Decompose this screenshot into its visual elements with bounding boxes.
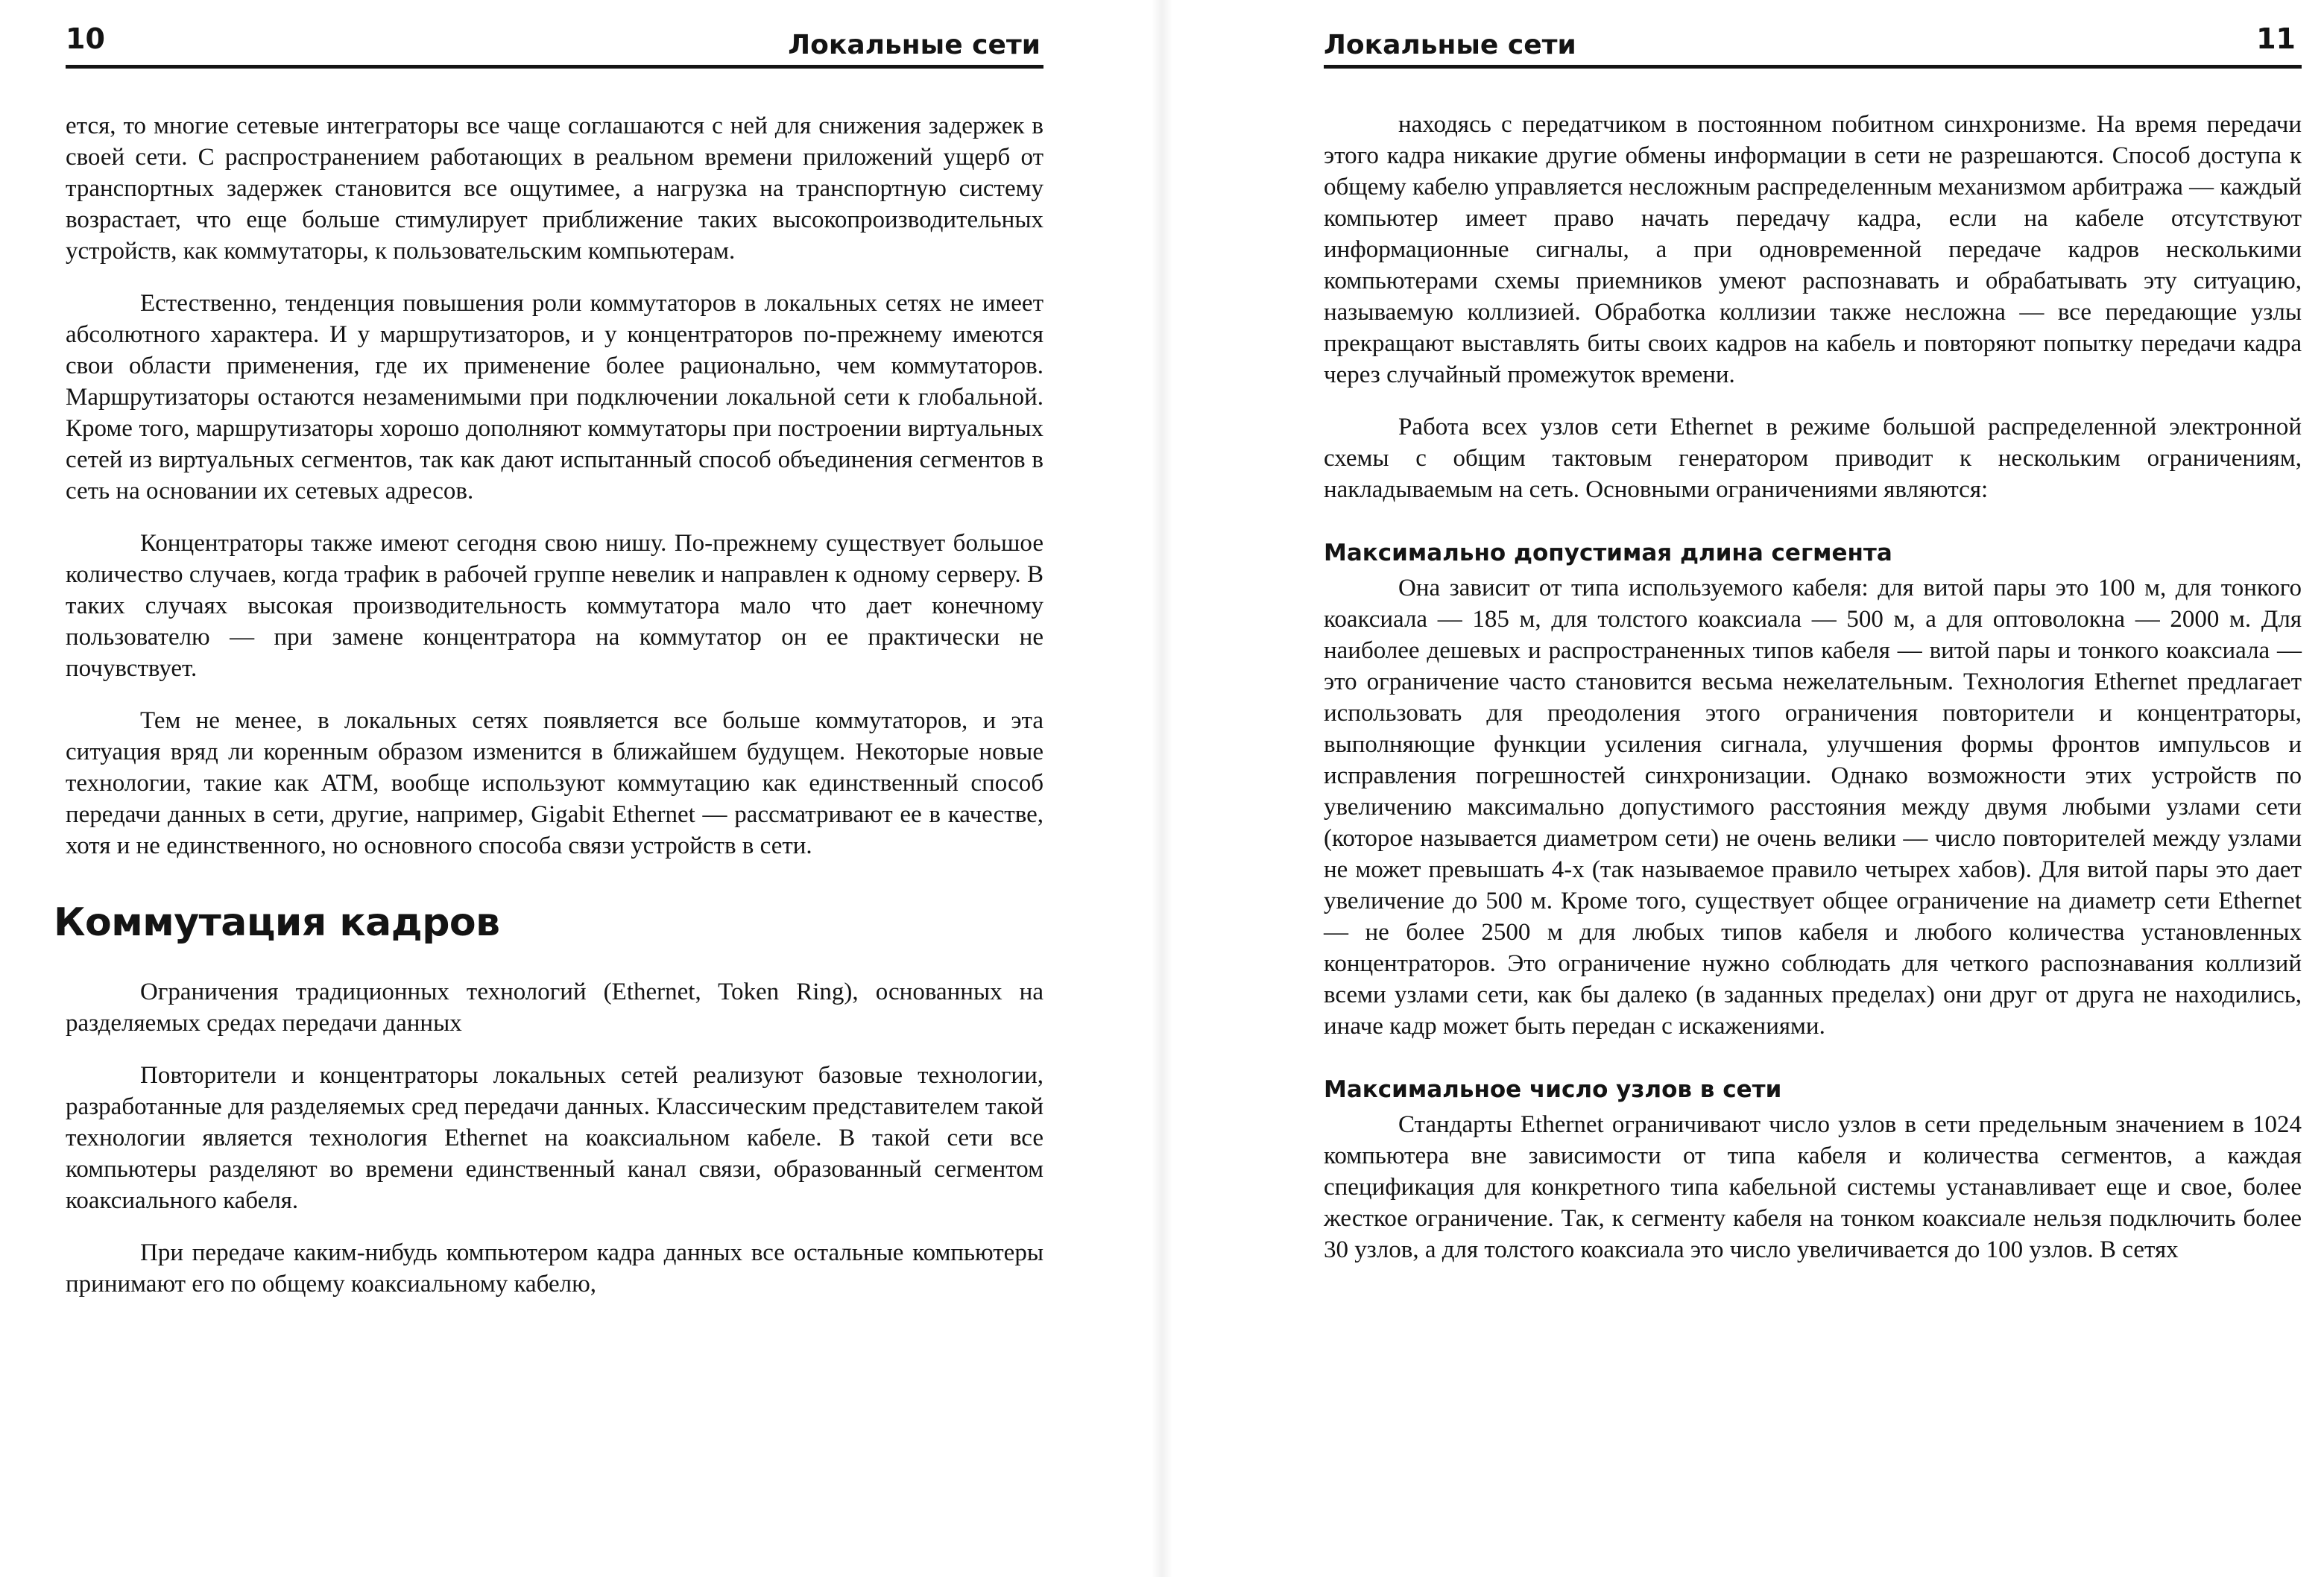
paragraph: Стандарты Ethernet ограничивают число узлов в сети предельным значением в 1024 компьютера вне зависимости от типа кабеля и количества сегментов, а каждая спецификация для конкретного типа кабельной системы устанавливает еще и свое, более жесткое ограничение. Так, к сегменту кабеля на тонком коаксиале нельзя подключить более 30 узлов, а для толстого коаксиала это число увеличивается до 100 узлов. В сетях: [1324, 1111, 2302, 1263]
header-rule: [1324, 65, 2302, 69]
page-number: 11: [2256, 22, 2296, 55]
left-page-body: [54, 110, 1043, 1300]
section-heading: Коммутация кадров: [54, 900, 500, 945]
paragraph: Работа всех узлов сети Ethernet в режиме большой распределенной электронной схемы с общим тактовым генератором приводит к нескольким ограничениям, накладываемым на сеть. Основными ограничениями являются:: [1324, 414, 2302, 503]
left-page-header: [66, 21, 1043, 69]
right-page-header: [1324, 21, 2302, 69]
header-rule: [66, 65, 1043, 69]
paragraph: Естественно, тенденция повышения роли коммутаторов в локальных сетях не имеет абсолютного характера. И у маршрутизаторов, и у концентраторов по-прежнему имеются свои области применения, где их применение более рационально, чем коммутаторов. Маршрутизаторы остаются незаменимыми при подключении локальной сети к глобальной. Кроме того, маршрутизаторы хорошо дополняют коммутаторы при построении виртуальных сетей из виртуальных сегментов, так как дают испытанный способ объединения сегментов в сеть на основании их сетевых адресов.: [66, 290, 1043, 505]
right-page: [1162, 0, 2324, 1577]
paragraph: Ограничения традиционных технологий (Ethernet, Token Ring), основанных на разделяемых средах передачи данных: [66, 979, 1043, 1037]
paragraph: Она зависит от типа используемого кабеля: для витой пары это 100 м, для тонкого коаксиала — 185 м, для толстого коаксиала — 500 м, а для оптоволокна — 2000 м. Для наиболее дешевых и распространенных типов кабеля — витой пары и тонкого коаксиала — это ограничение часто становится весьма нежелательным. Технология Ethernet предлагает использовать для преодоления этого ограничения повторители и концентраторы, выполняющие функции усиления сигнала, улучшения формы фронтов импульсов и исправления погрешностей синхронизации. Однако возможности этих устройств по увеличению максимально допустимого расстояния между двумя любыми узлами сети (которое называется диаметром сети) не очень велики — число повторителей между узлами не может превышать 4-х (так называемое правило четырех хабов). Для витой пары это дает увеличение до 500 м. Кроме того, существует общее ограничение на диаметр сети Ethernet — не более 2500 м для любых типов кабеля и любого количества установленных концентраторов. Это ограничение нужно соблюдать для четкого распознавания коллизий всеми узлами сети, как бы далеко (в заданных пределах) они друг от друга не находились, иначе кадр может быть передан с искажениями.: [1324, 575, 2302, 1040]
paragraph: Повторители и концентраторы локальных сетей реализуют базовые технологии, разработанные для разделяемых сред передачи данных. Классическим представителем такой технологии является технология Ethernet на коаксиальном кабеле. В такой сети все компьютеры разделяют во времени единственный канал связи, образованный сегментом коаксиального кабеля.: [66, 1062, 1043, 1214]
subsection-heading: Максимальное число узлов в сети: [1324, 1076, 1782, 1103]
running-title: Локальные сети: [1324, 30, 1576, 60]
subsection-heading: Максимально допустимая длина сегмента: [1324, 540, 1892, 566]
paragraph: Концентраторы также имеют сегодня свою нишу. По-прежнему существует большое количество случаев, когда трафик в рабочей группе невелик и направлен к одному серверу. В таких случаях высокая производительность коммутатора мало что дает конечному пользователю — при замене концентратора на коммутатор он ее практически не почувствует.: [66, 530, 1043, 682]
paragraph: Тем не менее, в локальных сетях появляется все больше коммутаторов, и эта ситуация вряд ли коренным образом изменится в ближайшем будущем. Некоторые новые технологии, такие как ATM, вообще используют коммутацию как единственный способ передачи данных в сети, другие, например, Gigabit Ethernet — рассматривают ее в качестве, хотя и не единственного, но основного способа связи устройств в сети.: [66, 707, 1043, 859]
paragraph: ется, то многие сетевые интеграторы все чаще соглашаются с ней для снижения задержек в своей сети. С распространением работающих в реальном времени приложений ущерб от транспортных задержек становится все ощутимее, а нагрузка на транспортную систему возрастает, что еще больше стимулирует приближение таких высокопроизводительных устройств, как коммутаторы, к пользовательским компьютерам.: [66, 113, 1043, 265]
right-page-body: [1324, 109, 2302, 1265]
page-number: 10: [66, 22, 105, 55]
paragraph: При передаче каким-нибудь компьютером кадра данных все остальные компьютеры принимают его по общему коаксиальному кабелю,: [66, 1239, 1043, 1298]
paragraph: находясь с передатчиком в постоянном побитном синхронизме. На время передачи этого кадра никакие другие обмены информации в сети не разрешаются. Способ доступа к общему кабелю управляется несложным распределенным механизмом арбитража — каждый компьютер имеет право начать передачу кадра, если на кабеле отсутствуют информационные сигналы, а при одновременной передаче кадров несколькими компьютерами схемы приемников умеют распознавать и обрабатывать эту ситуацию, называемую коллизией. Обработка коллизии также несложна — все передающие узлы прекращают выставлять биты своих кадров на кабель и повторяют попытку передачи кадра через случайный промежуток времени.: [1324, 111, 2302, 388]
running-title: Локальные сети: [788, 30, 1041, 60]
